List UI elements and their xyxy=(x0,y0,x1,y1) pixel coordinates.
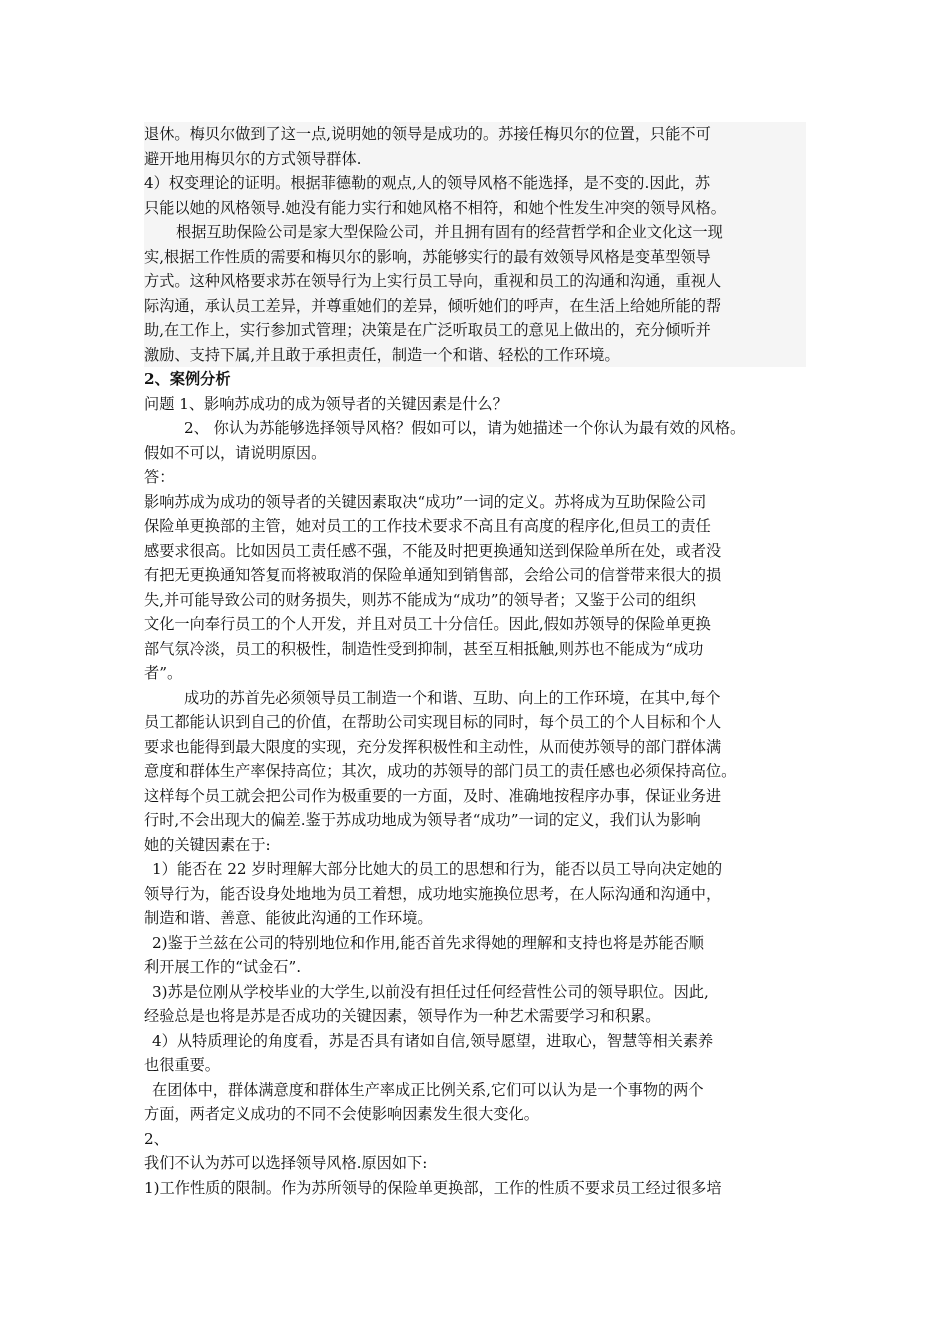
text-line: 者”。 xyxy=(144,664,183,682)
question-line: 2、 你认为苏能够选择领导风格？假如可以，请为她描述一个你认为最有效的风格。 xyxy=(184,419,746,437)
text-line: 只能以她的风格领导.她没有能力实行和她风格不相符，和她个性发生冲突的领导风格。 xyxy=(144,198,726,217)
text-line: 意度和群体生产率保持高位；其次，成功的苏领导的部门员工的责任感也必须保持高位。 xyxy=(144,762,737,780)
text-line: 1）能否在 22 岁时理解大部分比她大的员工的思想和行为，能否以员工导向决定她的 xyxy=(152,860,723,878)
answer-label: 答： xyxy=(144,468,175,486)
text-line: 领导行为，能否设身处地地为员工着想，成功地实施换位思考，在人际沟通和沟通中， xyxy=(144,884,722,903)
question-2-reason-1: 1)工作性质的限制。作为苏所领导的保险单更换部，工作的性质不要求员工经过很多培 xyxy=(144,1178,722,1197)
text-line: 失,并可能导致公司的财务损失，则苏不能成为“成功”的领导者；又鉴于公司的组织 xyxy=(144,590,696,609)
text-line: 3)苏是位刚从学校毕业的大学生,以前没有担任过任何经营性公司的领导职位。因此, xyxy=(152,982,709,1001)
text-line: 方式。这种风格要求苏在领导行为上实行员工导向，重视和员工的沟通和沟通，重视人 xyxy=(144,272,722,290)
text-line: 退休。梅贝尔做到了这一点,说明她的领导是成功的。苏接任梅贝尔的位置，只能不可 xyxy=(144,125,711,143)
text-line: 感要求很高。比如因员工责任感不强，不能及时把更换通知送到保险单所在处，或者没 xyxy=(144,541,722,560)
text-line: 际沟通，承认员工差异，并尊重她们的差异，倾听她们的呼声，在生活上给她所能的帮 xyxy=(144,296,722,315)
text-line: 2)鉴于兰兹在公司的特别地位和作用,能否首先求得她的理解和支持也将是苏能否顺 xyxy=(152,933,704,952)
text-line: 影响苏成为成功的领导者的关键因素取决“成功”一词的定义。苏将成为互助保险公司 xyxy=(144,492,707,511)
text-line: 在团体中，群体满意度和群体生产率成正比例关系,它们可以认为是一个事物的两个 xyxy=(152,1080,704,1099)
text-line: 员工都能认识到自己的价值，在帮助公司实现目标的同时，每个员工的个人目标和个人 xyxy=(144,713,722,731)
question-2-label: 2、 xyxy=(144,1129,169,1148)
text-line: 制造和谐、善意、能彼此沟通的工作环境。 xyxy=(144,909,433,927)
text-line: 4）权变理论的证明。根据菲德勒的观点,人的领导风格不能选择，是不变的.因此，苏 xyxy=(144,174,711,192)
case-questions xyxy=(144,392,806,466)
text-line: 也很重要。 xyxy=(144,1056,220,1074)
text-line: 助,在工作上，实行参加式管理；决策是在广泛听取员工的意见上做出的，充分倾听并 xyxy=(144,321,711,339)
key-factor-1 xyxy=(144,857,806,931)
document-body xyxy=(144,122,806,1200)
key-factor-3 xyxy=(144,980,806,1029)
conclusion-paragraph xyxy=(144,1078,806,1127)
question-line: 假如不可以，请说明原因。 xyxy=(144,443,327,462)
text-line: 实,根据工作性质的需要和梅贝尔的影响，苏能够实行的最有效领导风格是变革型领导 xyxy=(144,247,711,266)
text-line: 部气氛冷淡，员工的积极性，制造性受到抑制，甚至互相抵触,则苏也不能成为“成功 xyxy=(144,639,704,658)
text-line: 行时,不会出现大的偏差.鉴于苏成功地成为领导者“成功”一词的定义，我们认为影响 xyxy=(144,811,701,829)
text-line: 根据互助保险公司是家大型保险公司，并且拥有固有的经营哲学和企业文化这一现 xyxy=(176,223,723,241)
section-1-tail xyxy=(144,122,806,367)
answer-paragraph-2 xyxy=(144,686,806,858)
section-heading: 2、案例分析 xyxy=(144,370,231,388)
text-line: 有把无更换通知答复而将被取消的保险单通知到销售部，会给公司的信誉带来很大的损 xyxy=(144,566,722,584)
text-line: 这样每个员工就会把公司作为极重要的一方面，及时、准确地按程序办事，保证业务进 xyxy=(144,786,722,805)
key-factor-4 xyxy=(144,1029,806,1078)
text-line: 4）从特质理论的角度看，苏是否具有诸如自信,领导愿望，进取心，智慧等相关素养 xyxy=(152,1031,714,1050)
text-line: 保险单更换部的主管，她对员工的工作技术要求不高且有高度的程序化,但员工的责任 xyxy=(144,517,711,535)
question-line: 问题 1、影响苏成功的成为领导者的关键因素是什么？ xyxy=(144,394,508,413)
key-factor-2 xyxy=(144,931,806,980)
answer-paragraph-1 xyxy=(144,490,806,686)
question-2-intro: 我们不认为苏可以选择领导风格.原因如下: xyxy=(144,1154,428,1172)
text-line: 文化一向奉行员工的个人开发，并且对员工十分信任。因此,假如苏领导的保险单更换 xyxy=(144,615,711,633)
text-line: 避开地用梅贝尔的方式领导群体. xyxy=(144,149,362,168)
text-line: 利开展工作的“试金石”. xyxy=(144,958,302,976)
text-line: 经验总是也将是苏是否成功的关键因素，领导作为一种艺术需要学习和积累。 xyxy=(144,1007,661,1025)
text-line: 她的关键因素在于: xyxy=(144,835,271,854)
text-line: 方面，两者定义成功的不同不会使影响因素发生很大变化。 xyxy=(144,1105,539,1123)
text-line: 成功的苏首先必须领导员工制造一个和谐、互助、向上的工作环境，在其中,每个 xyxy=(184,688,721,707)
text-line: 要求也能得到最大限度的实现，充分发挥积极性和主动性，从而使苏领导的部门群体满 xyxy=(144,737,722,756)
text-line: 激励、支持下属,并且敢于承担责任，制造一个和谐、轻松的工作环境。 xyxy=(144,345,620,364)
